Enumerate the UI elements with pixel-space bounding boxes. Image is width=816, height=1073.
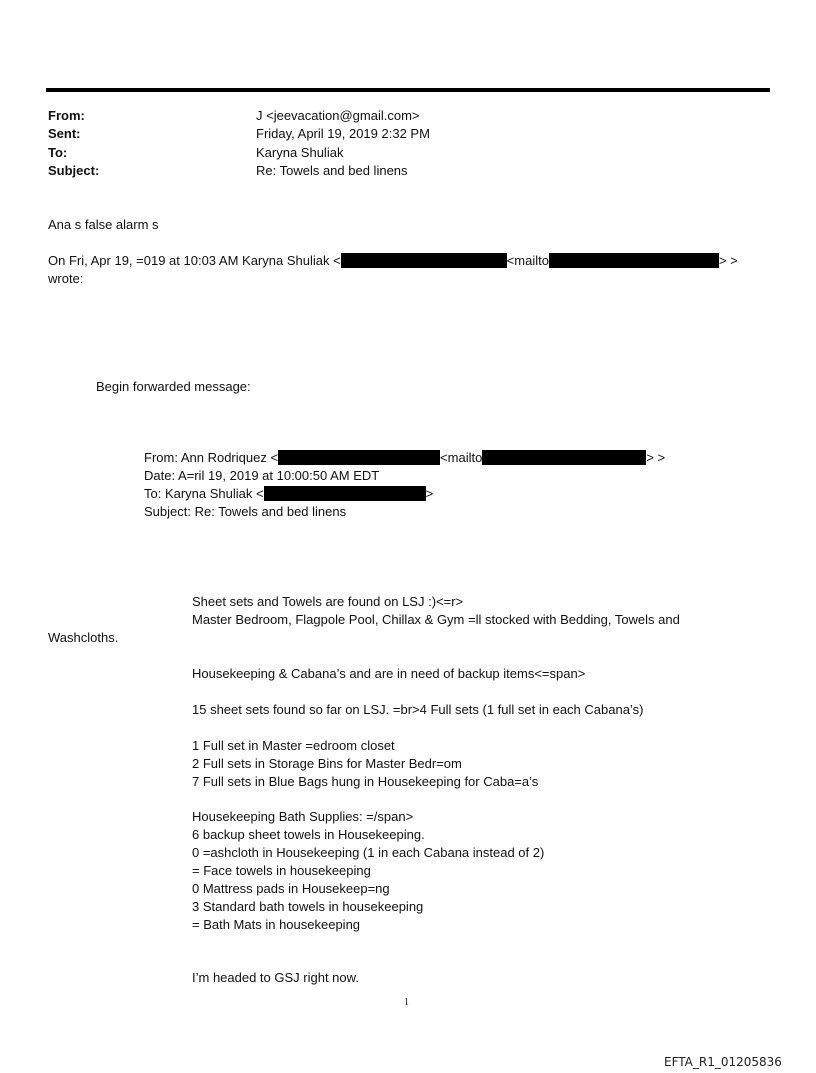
quote-prefix: On Fri, Apr 19, =019 at 10:03 AM Karyna Shuliak < [48,253,341,268]
message-line: I’m headed to GSJ right now. [192,970,359,985]
quote-line [48,253,738,268]
subject-label: Subject: [48,163,100,178]
message-line: Housekeeping & Cabana’s and are in need of backup items<=span> [192,666,586,681]
message-line: Master Bedroom, Flagpole Pool, Chillax & Gym =ll stocked with Bedding, Towels and [192,612,680,627]
subject-value: Re: Towels and bed linens [256,163,408,178]
sent-label: Sent: [48,126,81,141]
message-line: 0 =ashcloth in Housekeeping (1 in each Cabana instead of 2) [192,845,545,860]
reply-text: Ana s false alarm s [48,217,159,232]
message-line: Washcloths. [48,630,119,645]
header-rule [46,88,770,92]
message-line: 15 sheet sets found so far on LSJ. =br>4 Full sets (1 full set in each Cabana’s) [192,702,644,717]
forward-subject: Subject: Re: Towels and bed linens [144,504,347,519]
message-line: 1 Full set in Master =edroom closet [192,738,395,753]
message-line: 3 Standard bath towels in housekeeping [192,899,424,914]
quote-end: > > [718,253,738,268]
redaction-box [482,450,646,465]
redaction-box [341,253,507,268]
to-value: Karyna Shuliak [256,145,344,160]
forward-from-prefix: From: Ann Rodriquez < [144,450,279,465]
message-line: = Face towels in housekeeping [192,863,371,878]
redaction-box [264,486,426,501]
message-line: = Bath Mats in housekeeping [192,917,361,932]
sent-value: Friday, April 19, 2019 2:32 PM [256,126,430,141]
message-line: 2 Full sets in Storage Bins for Master Bedr=om [192,756,462,771]
forward-to-prefix: To: Karyna Shuliak < [144,486,264,501]
quote-mailto: <mailto [506,253,549,268]
quote-wrote: wrote: [48,271,84,286]
page-number: 1 [404,997,409,1008]
message-line: 7 Full sets in Blue Bags hung in Housekeeping for Caba=a’s [192,774,539,789]
redaction-box [549,253,719,268]
forward-from-end: > > [646,450,666,465]
message-line: 0 Mattress pads in Housekeep=ng [192,881,390,896]
message-line: Sheet sets and Towels are found on LSJ :)<=r> [192,594,464,609]
forward-to-end: > [425,486,434,501]
document-id: EFTA_R1_01205836 [664,1055,782,1069]
forward-from-line [144,450,665,465]
from-label: From: [48,108,85,123]
forward-date: Date: A=ril 19, 2019 at 10:00:50 AM EDT [144,468,380,483]
message-line: Housekeeping Bath Supplies: =/span> [192,809,414,824]
from-value: J <jeevacation@gmail.com> [256,108,420,123]
forward-to-line [144,486,433,501]
to-label: To: [48,145,68,160]
forward-from-mailto: <mailto [440,450,483,465]
forwarded-heading: Begin forwarded message: [96,379,251,394]
redaction-box [278,450,440,465]
message-line: 6 backup sheet towels in Housekeeping. [192,827,425,842]
